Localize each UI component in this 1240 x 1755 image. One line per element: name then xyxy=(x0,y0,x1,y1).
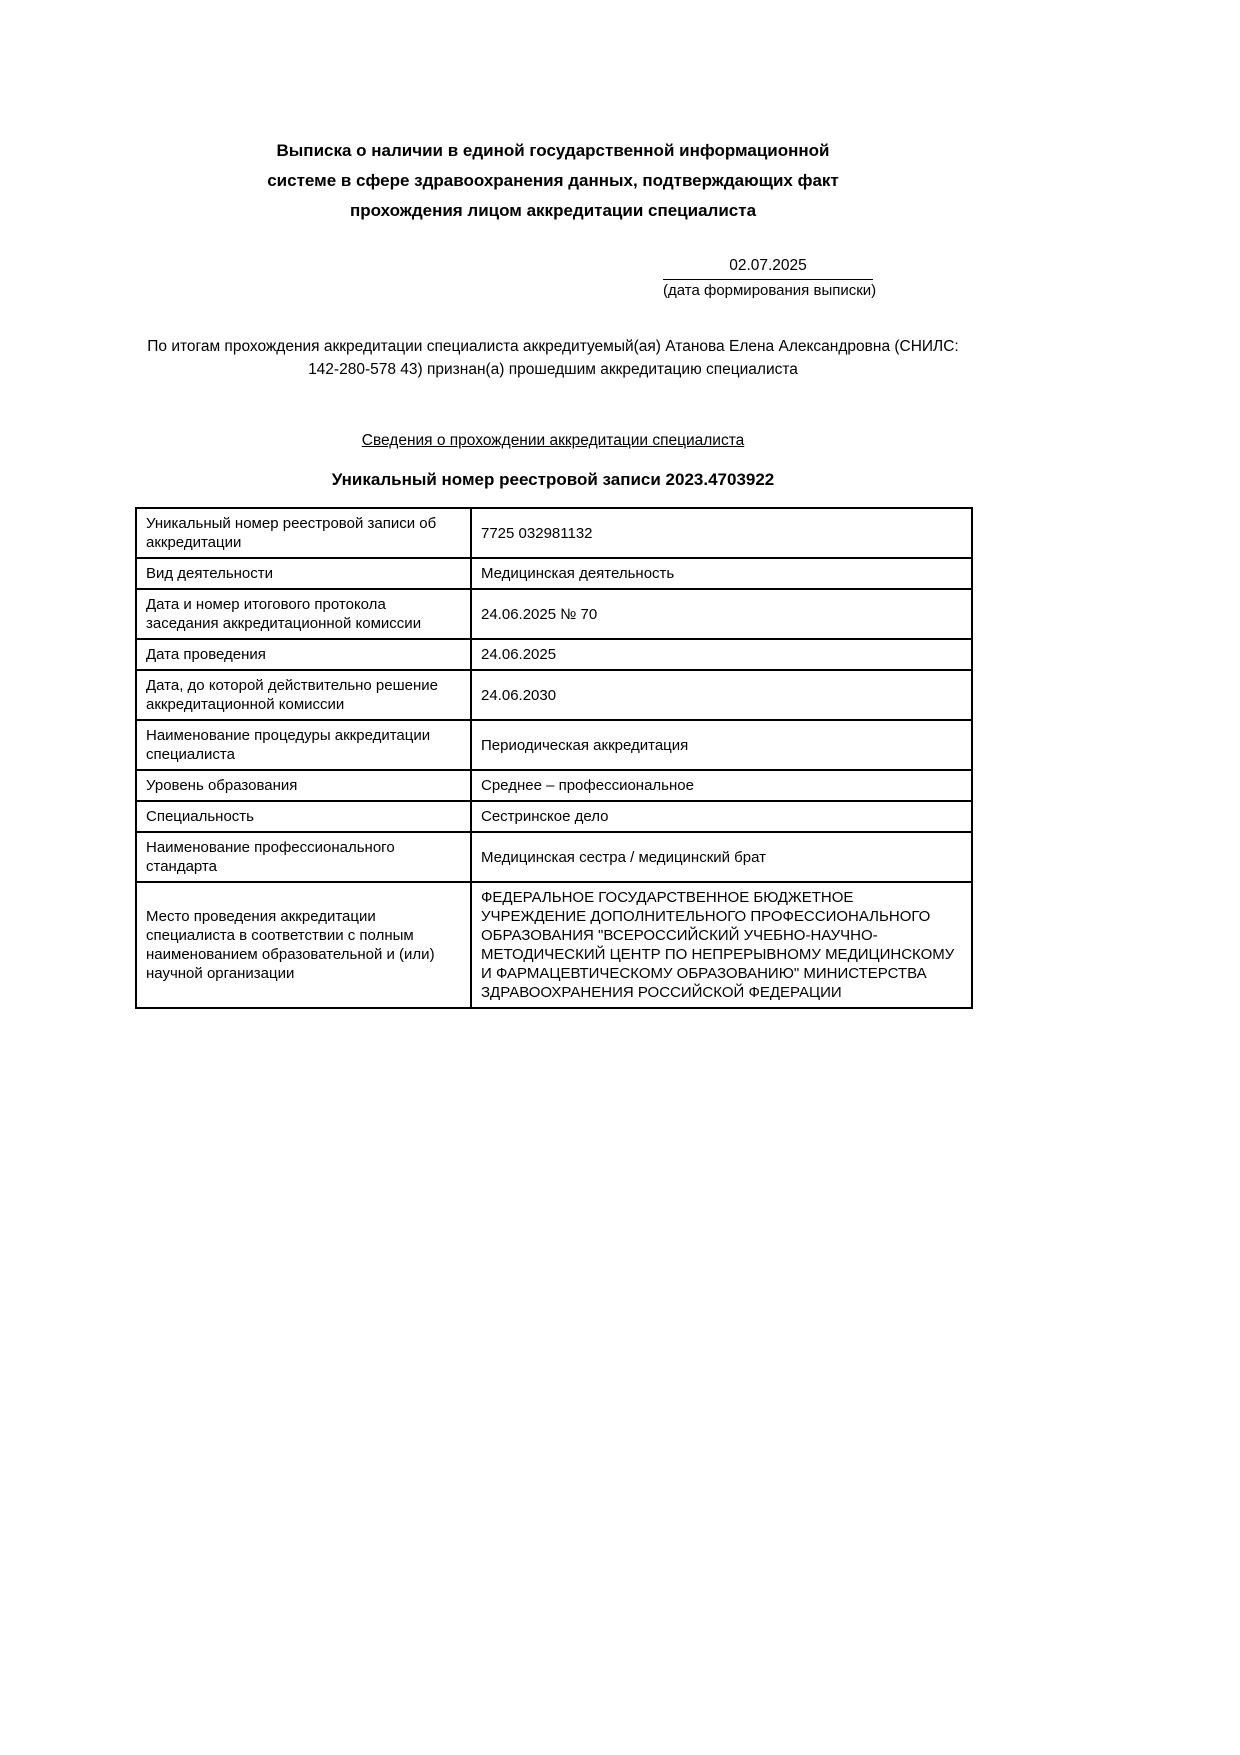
table-row xyxy=(136,801,972,832)
row-label-cell: Дата и номер итогового протокола заседания аккредитационной комиссии xyxy=(136,589,471,639)
table-row xyxy=(136,589,972,639)
row-value-cell: 7725 032981132 xyxy=(471,508,972,558)
formation-date-caption: (дата формирования выписки) xyxy=(663,282,877,299)
row-value-cell: Сестринское дело xyxy=(471,801,972,832)
table-row xyxy=(136,558,972,589)
row-value-cell: Периодическая аккредитация xyxy=(471,720,972,770)
row-label-cell: Уникальный номер реестровой записи об аккредитации xyxy=(136,508,471,558)
table-row xyxy=(136,882,972,1008)
accreditation-table xyxy=(135,507,973,1009)
row-label-cell: Специальность xyxy=(136,801,471,832)
row-label-cell: Наименование процедуры аккредитации специалиста xyxy=(136,720,471,770)
row-label-cell: Дата проведения xyxy=(136,639,471,670)
row-value-cell: Медицинская сестра / медицинский брат xyxy=(471,832,972,882)
row-value-cell: 24.06.2030 xyxy=(471,670,972,720)
registry-record-heading: Уникальный номер реестровой записи 2023.4703922 xyxy=(331,470,775,489)
accreditation-table-body xyxy=(136,508,972,1008)
table-row xyxy=(136,770,972,801)
row-value-cell: Среднее – профессиональное xyxy=(471,770,972,801)
formation-date-value: 02.07.2025 xyxy=(663,256,873,280)
table-row xyxy=(136,639,972,670)
table-row xyxy=(136,508,972,558)
document-title: Выписка о наличии в единой государственной информационной системе в сфере здравоохранения данных, подтверждающих факт прохождения лицом аккредитации специалиста xyxy=(267,141,839,220)
row-value-cell: 24.06.2025 xyxy=(471,639,972,670)
row-label-cell: Уровень образования xyxy=(136,770,471,801)
document-content xyxy=(135,0,971,1009)
formation-date-block xyxy=(663,256,877,301)
row-label-cell: Наименование профессионального стандарта xyxy=(136,832,471,882)
row-label-cell: Дата, до которой действительно решение аккредитационной комиссии xyxy=(136,670,471,720)
row-label-cell: Вид деятельности xyxy=(136,558,471,589)
table-row xyxy=(136,670,972,720)
intro-paragraph: По итогам прохождения аккредитации специалиста аккредитуемый(ая) Атанова Елена Александровна (СНИЛС: 142-280-578 43) признан(а) прошедшим аккредитацию специалиста xyxy=(147,338,959,378)
row-value-cell: Медицинская деятельность xyxy=(471,558,972,589)
table-row xyxy=(136,832,972,882)
table-row xyxy=(136,720,972,770)
section-heading: Сведения о прохождении аккредитации специалиста xyxy=(361,432,745,449)
row-value-cell: ФЕДЕРАЛЬНОЕ ГОСУДАРСТВЕННОЕ БЮДЖЕТНОЕ УЧРЕЖДЕНИЕ ДОПОЛНИТЕЛЬНОГО ПРОФЕССИОНАЛЬНОГО ОБРАЗОВАНИЯ "ВСЕРОССИЙСКИЙ УЧЕБНО-НАУЧНО-МЕТОДИЧЕСКИЙ ЦЕНТР ПО НЕПРЕРЫВНОМУ МЕДИЦИНСКОМУ И ФАРМАЦЕВТИЧЕСКОМУ ОБРАЗОВАНИЮ" МИНИСТЕРСТВА ЗДРАВООХРАНЕНИЯ РОССИЙСКОЙ ФЕДЕРАЦИИ xyxy=(471,882,972,1008)
row-value-cell: 24.06.2025 № 70 xyxy=(471,589,972,639)
row-label-cell: Место проведения аккредитации специалиста в соответствии с полным наименованием образовательной и (или) научной организации xyxy=(136,882,471,1008)
